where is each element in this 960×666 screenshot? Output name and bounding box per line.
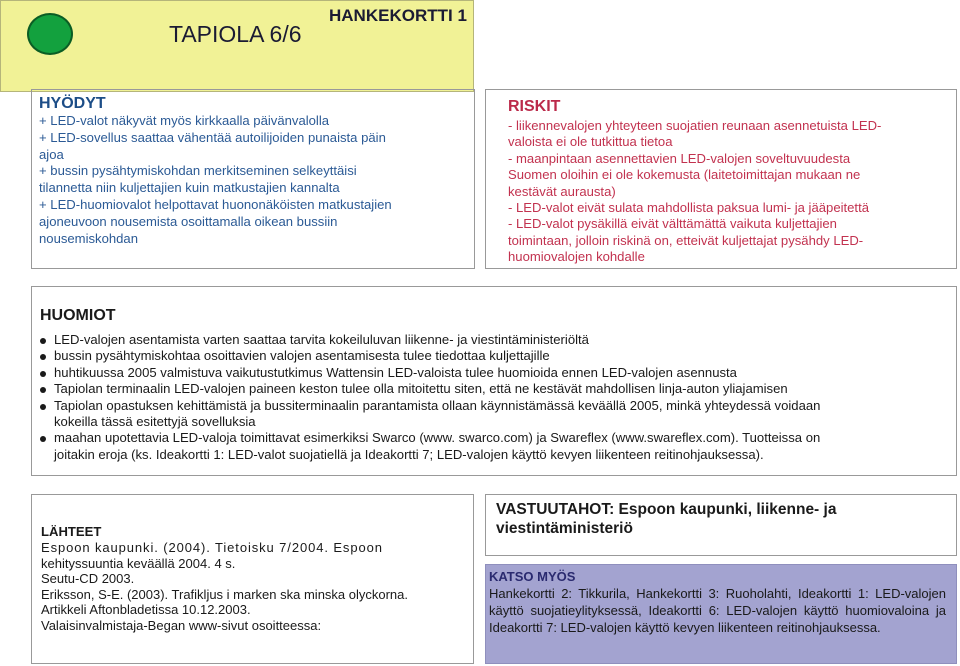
source-line: Seutu-CD 2003. <box>41 571 135 586</box>
list-item <box>40 365 956 381</box>
bullet-icon <box>40 371 46 377</box>
list-item <box>40 348 956 364</box>
bullet-icon <box>40 436 46 442</box>
benefits-line: + LED-sovellus saattaa vähentää autoilijoiden punaista päin <box>39 129 386 145</box>
note-text: Tapiolan terminaalin LED-valojen paineen keston tulee olla mitoitettu siten, että ne kestävät mahdollisen linja-auton yliajamisen <box>54 381 788 397</box>
see-also-heading: KATSO MYÖS <box>489 569 576 584</box>
notes-heading: HUOMIOT <box>40 307 116 324</box>
bullet-icon <box>40 387 46 393</box>
source-line: Eriksson, S-E. (2003). Trafikljus i marken ska minska olyckorna. <box>41 586 409 602</box>
responsible-parties-text: viestintäministeriö <box>496 520 633 537</box>
note-text: huhtikuussa 2005 valmistuva vaikutustutkimus Wattensin LED-valoista tulee huomioida ennen LED-valojen asennusta <box>54 364 737 380</box>
bullet-icon <box>40 354 46 360</box>
list-item <box>40 381 956 397</box>
note-text: bussin pysähtymiskohtaa osoittavien valojen asentamisesta tulee tiedottaa kuljettajille <box>54 348 550 364</box>
benefits-line: + LED-valot näkyvät myös kirkkaalla päivänvalolla <box>39 113 330 128</box>
risks-line: - LED-valot eivät sulata mahdollista paksua lumi- ja jääpeitettä <box>508 200 869 216</box>
benefits-heading: HYÖDYT <box>39 95 106 112</box>
bullet-icon <box>40 338 46 344</box>
page-title: TAPIOLA 6/6 <box>169 21 302 47</box>
risks-line: - liikennevalojen yhteyteen suojatien reunaan asennetuista LED- <box>508 118 882 133</box>
benefits-line: tilannetta niin kuljettajien kuin matkustajien kannalta <box>39 180 340 196</box>
risks-line: - LED-valot pysäkillä eivät välttämättä vaikuta kuljettajien <box>508 216 837 232</box>
note-text: kokeilla tässä esitettyjä sovelluksia <box>54 414 256 430</box>
notes-list <box>40 332 956 463</box>
list-item <box>40 430 956 463</box>
benefits-line: + bussin pysähtymiskohdan merkitseminen selkeyttäisi <box>39 163 357 179</box>
responsible-parties-panel <box>485 494 957 556</box>
source-line: Artikkeli Aftonbladetissa 10.12.2003. <box>41 602 251 617</box>
benefits-line: nousemiskohdan <box>39 230 138 246</box>
card-header <box>0 0 474 92</box>
risks-line: toimintaan, jolloin riskinä on, etteivät kuljettajat pysähdy LED- <box>508 232 864 248</box>
benefits-line: ajoa <box>39 146 64 162</box>
list-item <box>40 398 956 431</box>
risks-line: kestävät aurausta) <box>508 183 616 199</box>
bullet-icon <box>40 404 46 410</box>
risks-line: - maanpintaan asennettavien LED-valojen soveltuvuudesta <box>508 150 851 166</box>
green-circle-logo-icon <box>27 13 73 55</box>
benefits-panel <box>31 89 475 269</box>
note-text: LED-valojen asentamista varten saattaa tarvita kokeiluluvan liikenne- ja viestintäministeriöltä <box>54 332 589 347</box>
risks-line: Suomen oloihin ei ole kokemusta (laitetoimittajan mukaan ne <box>508 167 861 183</box>
notes-panel <box>31 286 957 476</box>
list-item <box>40 332 956 348</box>
risks-panel <box>485 89 957 269</box>
card-label: HANKEKORTTI 1 <box>329 6 467 25</box>
risks-line: valoista ei ole tutkittua tietoa <box>508 134 673 150</box>
see-also-panel <box>485 564 957 664</box>
risks-heading: RISKIT <box>508 98 561 115</box>
source-line: Valaisinvalmistaja-Began www-sivut osoitteessa: <box>41 617 322 633</box>
sources-heading: LÄHTEET <box>41 524 102 539</box>
source-line: kehityssuuntia keväällä 2004. 4 s. <box>41 555 236 571</box>
note-text: maahan upotettavia LED-valoja toimittavat esimerkiksi Swarco (www. swarco.com) ja Swareflex (www.swareflex.com). Tuotteissa on <box>54 430 821 446</box>
note-text: Tapiolan opastuksen kehittämistä ja bussiterminaalin parantamista ollaan käynnistämässä keväällä 2005, minkä yhteydessä voidaan <box>54 397 821 413</box>
risks-line: huomiovalojen kohdalle <box>508 249 645 265</box>
responsible-parties-text: VASTUUTAHOT: Espoon kaupunki, liikenne- ja <box>496 501 837 518</box>
sources-panel <box>31 494 474 664</box>
benefits-line: ajoneuvoon nousemista osoittamalla oikean bussiin <box>39 213 338 229</box>
benefits-line: + LED-huomiovalot helpottavat huononäköisten matkustajien <box>39 196 392 212</box>
source-line: Espoon kaupunki. (2004). Tietoisku 7/2004. Espoon <box>41 540 383 555</box>
see-also-text: Hankekortti 2: Tikkurila, Hankekortti 3: Ruoholahti, Ideakortti 1: LED-valojen käyttö suojatieylityksessä, Ideakortti 6: LED-valojen käyttö huomiovaloina ja Ideakortti 7: LED-valojen käyttö kevyen liikenteen reitinohjauksessa. <box>489 586 946 635</box>
note-text: joitakin eroja (ks. Ideakortti 1: LED-valot suojatiellä ja Ideakortti 7; LED-valojen käyttö kevyen liikenteen reitinohjauksessa). <box>54 446 764 462</box>
